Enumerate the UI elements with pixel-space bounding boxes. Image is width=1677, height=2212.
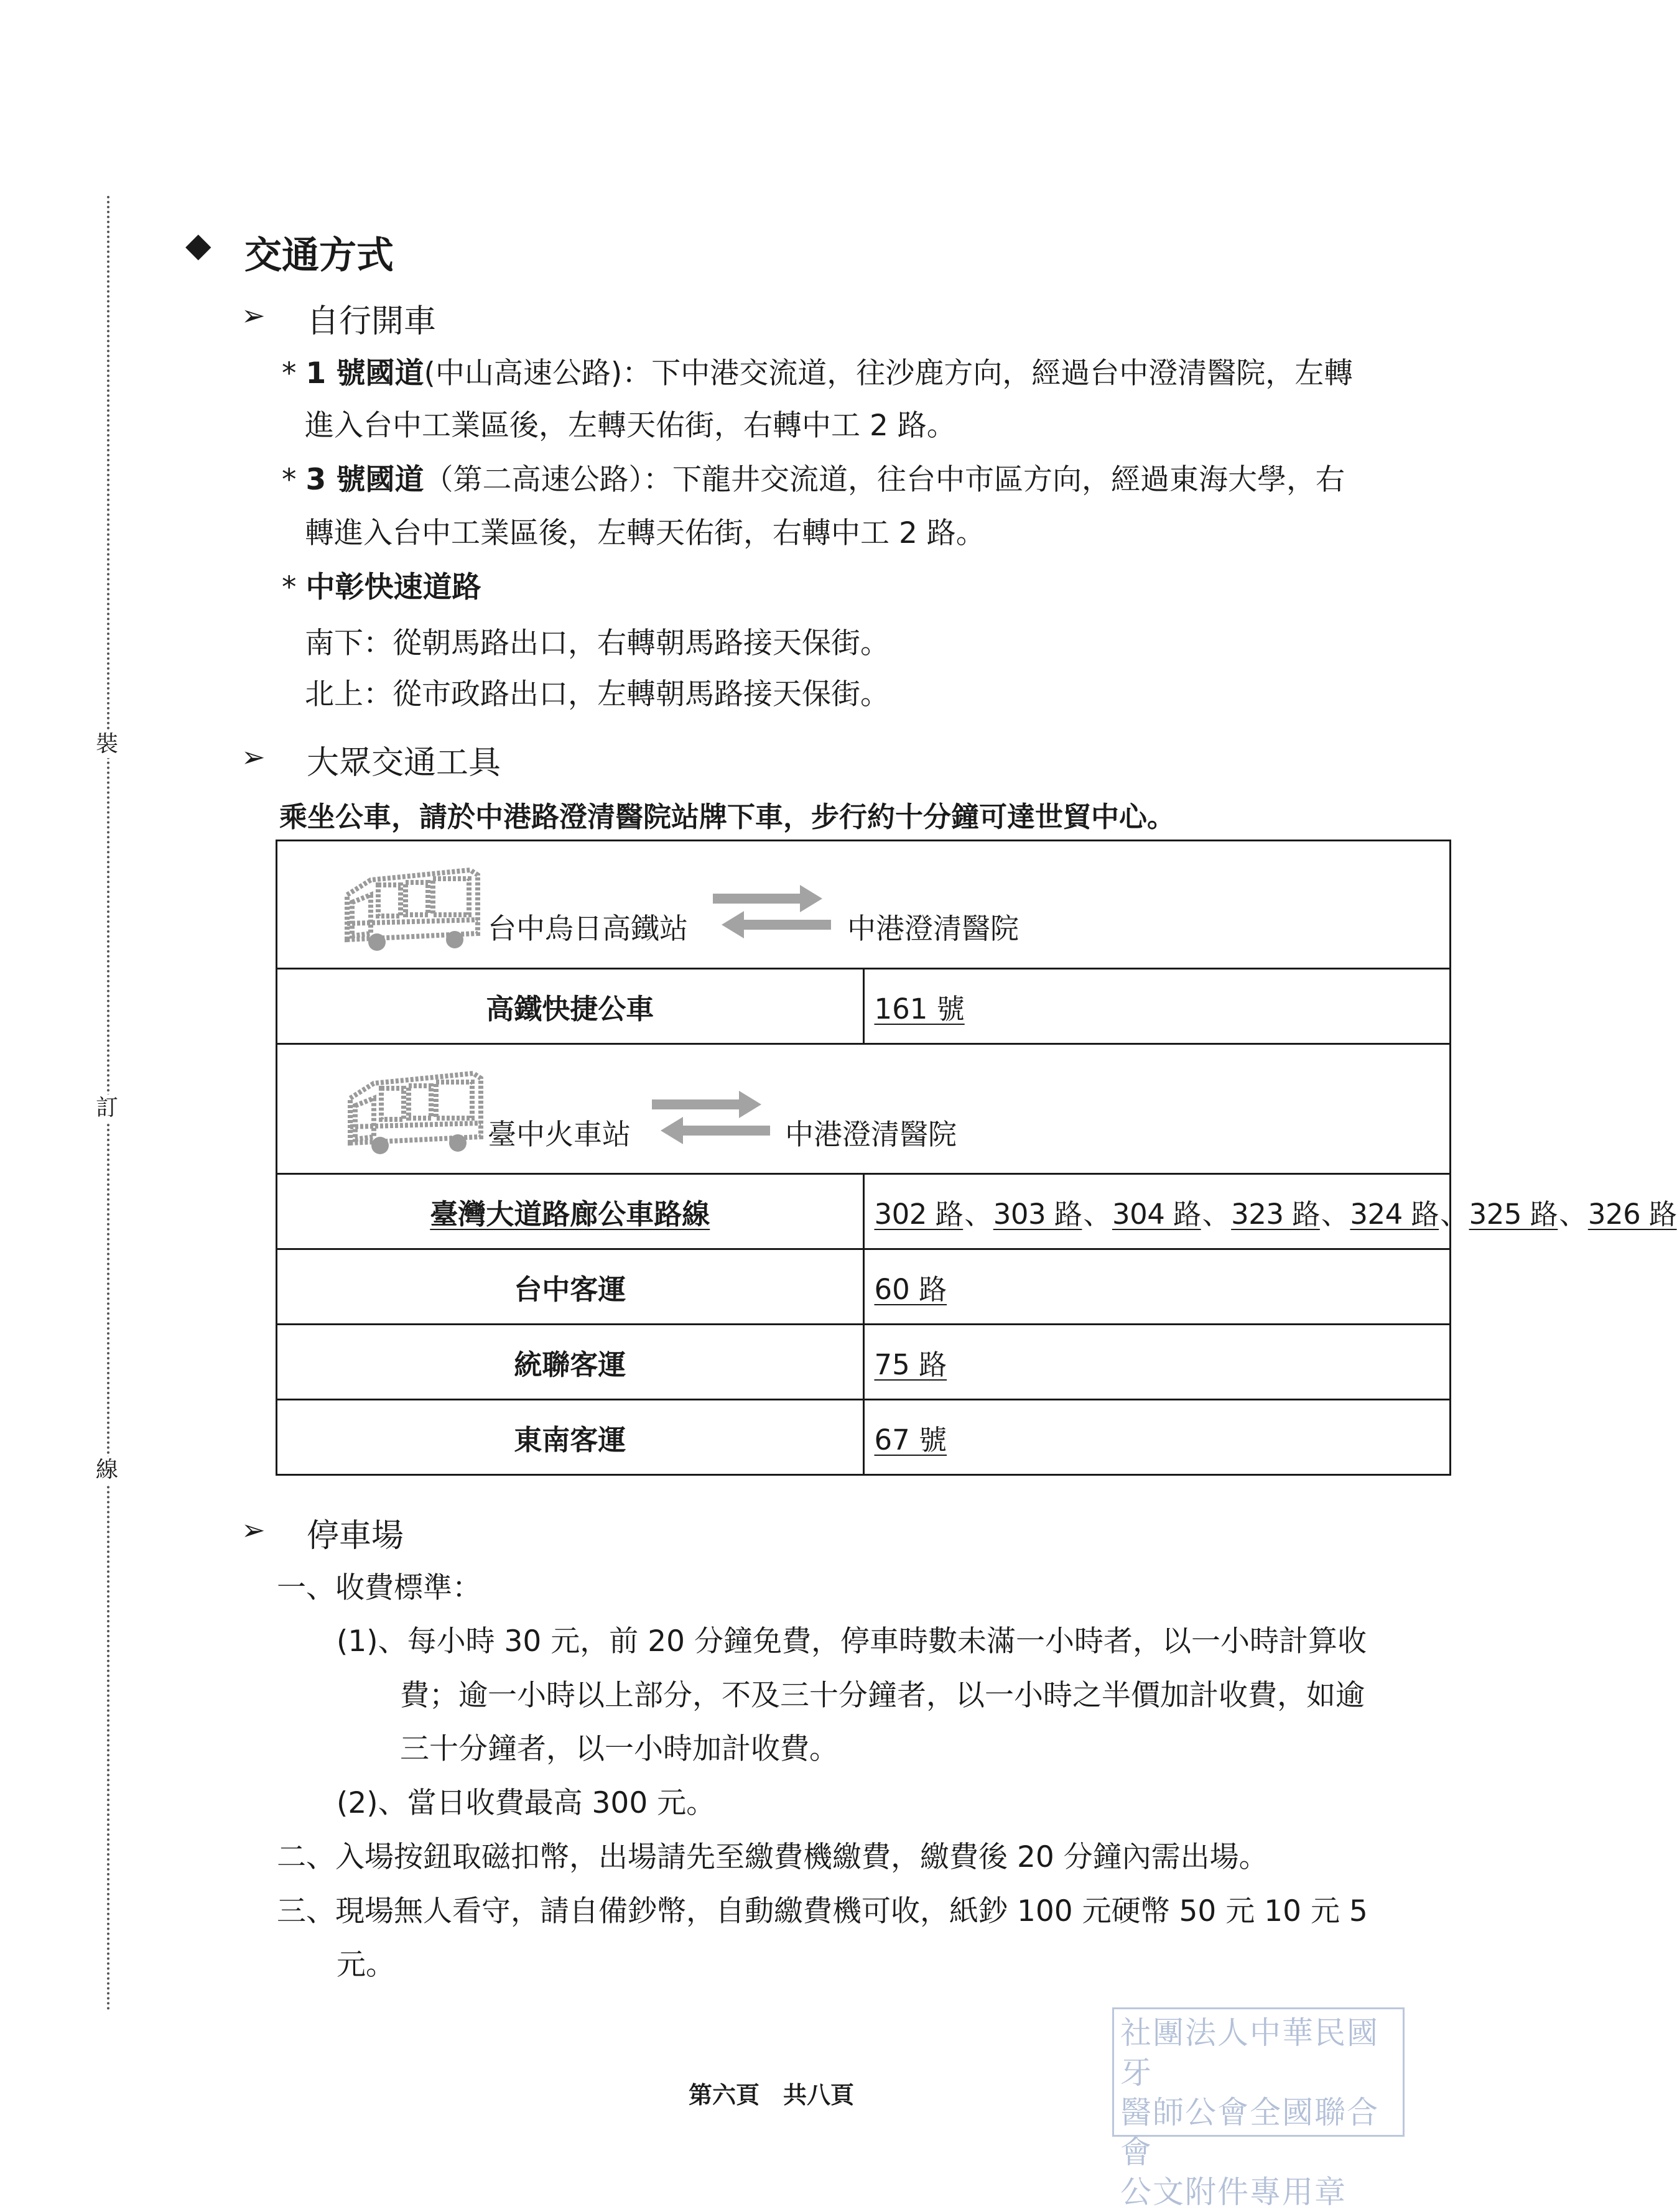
stamp-line-2: 醫師公會全國聯合會 <box>1120 2094 1379 2170</box>
drive-item-3-south: 南下：從朝馬路出口，右轉朝馬路接天保街。 <box>305 626 890 660</box>
drive-item-1-line1: * 1 號國道(中山高速公路)：下中港交流道，往沙鹿方向，經過台中澄清醫院，左轉 <box>282 356 1354 391</box>
row-value-hsr-shuttle: 161 號 <box>863 969 1451 1044</box>
row-value-taiwan-blvd: 302 路、303 路、304 路、323 路、324 路、325 路、326 路 <box>863 1174 1451 1249</box>
bus-notice: 乘坐公車，請於中港路澄清醫院站牌下車，步行約十分鐘可達世貿中心。 <box>279 800 1176 833</box>
row-label-taiwan-blvd: 臺灣大道路廊公車路線 <box>277 1174 864 1249</box>
route-origin: 台中烏日高鐵站 <box>488 912 688 945</box>
bus-icon <box>343 1062 487 1155</box>
arrowhead-bullet-icon: ➢ <box>241 740 266 774</box>
parking-item-1-sub2: (2)、當日收費最高 300 元。 <box>337 1786 716 1820</box>
arrowhead-bullet-icon: ➢ <box>241 298 266 332</box>
binding-char-xian: 線 <box>93 1456 121 1484</box>
binding-char-ding: 訂 <box>93 1094 121 1122</box>
table-row <box>277 1325 1451 1400</box>
drive-item-3-north: 北上：從市政路出口，左轉朝馬路接天保街。 <box>305 677 890 711</box>
parking-item-1-sub1-line1: (1)、每小時 30 元，前 20 分鐘免費，停車時數未滿一小時者，以一小時計算收 <box>337 1624 1367 1659</box>
diamond-bullet-icon: ◆ <box>185 225 211 264</box>
binding-char-zhuang: 裝 <box>93 731 121 758</box>
row-value-tonglian-bus: 75 路 <box>863 1325 1451 1400</box>
route-header-hsr <box>277 841 1451 969</box>
parking-item-1-sub1-line2: 費；逾一小時以上部分，不及三十分鐘者，以一小時之半價加計收費，如逾 <box>400 1678 1365 1713</box>
double-arrow-icon <box>633 1091 789 1147</box>
section-title: 交通方式 <box>244 234 394 277</box>
parking-item-3-line1: 三、現場無人看守，請自備鈔幣，自動繳費機可收，紙鈔 100 元硬幣 50 元 10 元 5 <box>277 1894 1368 1928</box>
double-arrow-icon <box>694 885 850 941</box>
row-label-tonglian-bus: 統聯客運 <box>277 1325 864 1400</box>
arrowhead-bullet-icon: ➢ <box>241 1513 266 1547</box>
table-row <box>277 1174 1451 1249</box>
bus-route-table <box>276 840 1677 1476</box>
route-header-train <box>277 1044 1451 1174</box>
page-number: 第六頁 共八頁 <box>688 2081 854 2109</box>
row-label-taichung-bus: 台中客運 <box>277 1249 864 1325</box>
table-row <box>277 1400 1451 1475</box>
official-stamp <box>1112 2007 1405 2210</box>
drive-item-2-line2: 轉進入台中工業區後，左轉天佑街，右轉中工 2 路。 <box>305 516 985 550</box>
row-label-dongnan-bus: 東南客運 <box>277 1400 864 1475</box>
row-value-dongnan-bus: 67 號 <box>863 1400 1451 1475</box>
row-value-taichung-bus: 60 路 <box>863 1249 1451 1325</box>
route-destination: 中港澄清醫院 <box>785 1118 957 1151</box>
drive-item-1-line2: 進入台中工業區後，左轉天佑街，右轉中工 2 路。 <box>305 409 956 443</box>
drive-item-2-line1: * 3 號國道（第二高速公路）：下龍井交流道，往台中市區方向，經過東海大學，右 <box>282 463 1345 497</box>
parking-title: 停車場 <box>307 1517 404 1555</box>
route-origin: 臺中火車站 <box>488 1118 631 1151</box>
public-transport-title: 大眾交通工具 <box>307 744 501 782</box>
bus-icon <box>340 859 484 952</box>
table-row <box>277 1044 1451 1174</box>
row-label-hsr-shuttle: 高鐵快捷公車 <box>277 969 864 1044</box>
parking-item-1-title: 一、收費標準： <box>277 1571 481 1605</box>
table-row <box>277 969 1451 1044</box>
parking-item-3-line2: 元。 <box>337 1948 395 1982</box>
stamp-line-1: 社團法人中華民國牙 <box>1120 2015 1379 2091</box>
drive-item-3-title: * 中彰快速道路 <box>282 570 481 604</box>
parking-item-1-sub1-line3: 三十分鐘者，以一小時加計收費。 <box>400 1732 838 1766</box>
route-destination: 中港澄清醫院 <box>847 912 1019 945</box>
table-row <box>277 1249 1451 1325</box>
table-row <box>277 841 1451 969</box>
parking-item-2: 二、入場按鈕取磁扣幣，出場請先至繳費機繳費，繳費後 20 分鐘內需出場。 <box>277 1840 1268 1874</box>
stamp-line-3: 公文附件專用章 <box>1120 2174 1347 2210</box>
drive-title: 自行開車 <box>307 303 437 340</box>
